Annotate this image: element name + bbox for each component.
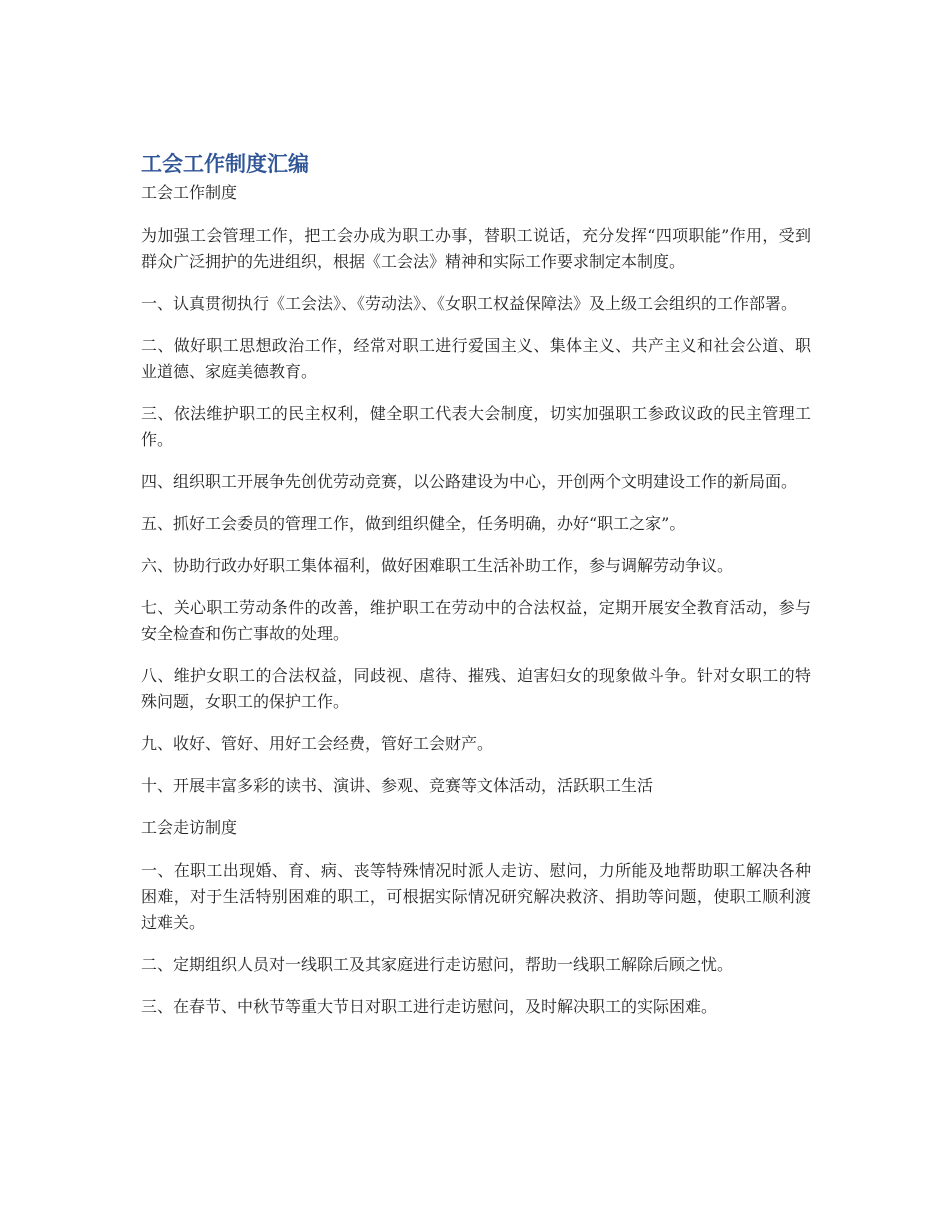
paragraph-item-3: 三、在春节、中秋节等重大节日对职工进行走访慰问，及时解决职工的实际困难。 [141, 997, 718, 1016]
document-title: 工会工作制度汇编 [141, 152, 309, 176]
section-heading: 工会工作制度 [141, 183, 238, 202]
paragraph-item-1: 一、认真贯彻执行《工会法》、《劳动法》、《女职工权益保障法》及上级工会组织的工作部署。 [141, 294, 798, 313]
section-heading: 工会走访制度 [141, 818, 238, 837]
paragraph-item-10: 十、开展丰富多彩的读书、演讲、参观、竞赛等文体活动，活跃职工生活 [141, 776, 654, 795]
paragraph-item-4: 四、组织职工开展争先创优劳动竞赛，以公路建设为中心，开创两个文明建设工作的新局面。 [141, 472, 798, 491]
paragraph-item-5: 五、抓好工会委员的管理工作，做到组织健全，任务明确，办好“职工之家”。 [141, 514, 686, 533]
document-content [141, 148, 811, 1036]
paragraph-item-2: 二、定期组织人员对一线职工及其家庭进行走访慰问，帮助一线职工解除后顾之忧。 [141, 955, 734, 974]
paragraph-intro: 为加强工会管理工作，把工会办成为职工办事，替职工说话，充分发挥“四项职能”作用，受到群众广泛拥护的先进组织，根据《工会法》精神和实际工作要求制定本制度。 [141, 226, 811, 271]
paragraph-item-6: 六、协助行政办好职工集体福利，做好困难职工生活补助工作，参与调解劳动争议。 [141, 556, 734, 575]
section-visit-system [141, 815, 811, 1020]
paragraph-item-2: 二、做好职工思想政治工作，经常对职工进行爱国主义、集体主义、共产主义和社会公道、职业道德、家庭美德教育。 [141, 336, 811, 381]
section-work-system [141, 180, 811, 799]
paragraph-item-9: 九、收好、管好、用好工会经费，管好工会财产。 [141, 734, 494, 753]
paragraph-item-3: 三、依法维护职工的民主权利，健全职工代表大会制度，切实加强职工参政议政的民主管理工作。 [141, 404, 811, 449]
paragraph-item-8: 八、维护女职工的合法权益，同歧视、虐待、摧残、迫害妇女的现象做斗争。针对女职工的特殊问题，女职工的保护工作。 [141, 666, 811, 711]
paragraph-item-7: 七、关心职工劳动条件的改善，维护职工在劳动中的合法权益，定期开展安全教育活动，参与安全检查和伤亡事故的处理。 [141, 598, 811, 643]
paragraph-item-1: 一、在职工出现婚、育、病、丧等特殊情况时派人走访、慰问，力所能及地帮助职工解决各种困难，对于生活特别困难的职工，可根据实际情况研究解决救济、捐助等问题，使职工顺利渡过难关。 [141, 861, 811, 932]
